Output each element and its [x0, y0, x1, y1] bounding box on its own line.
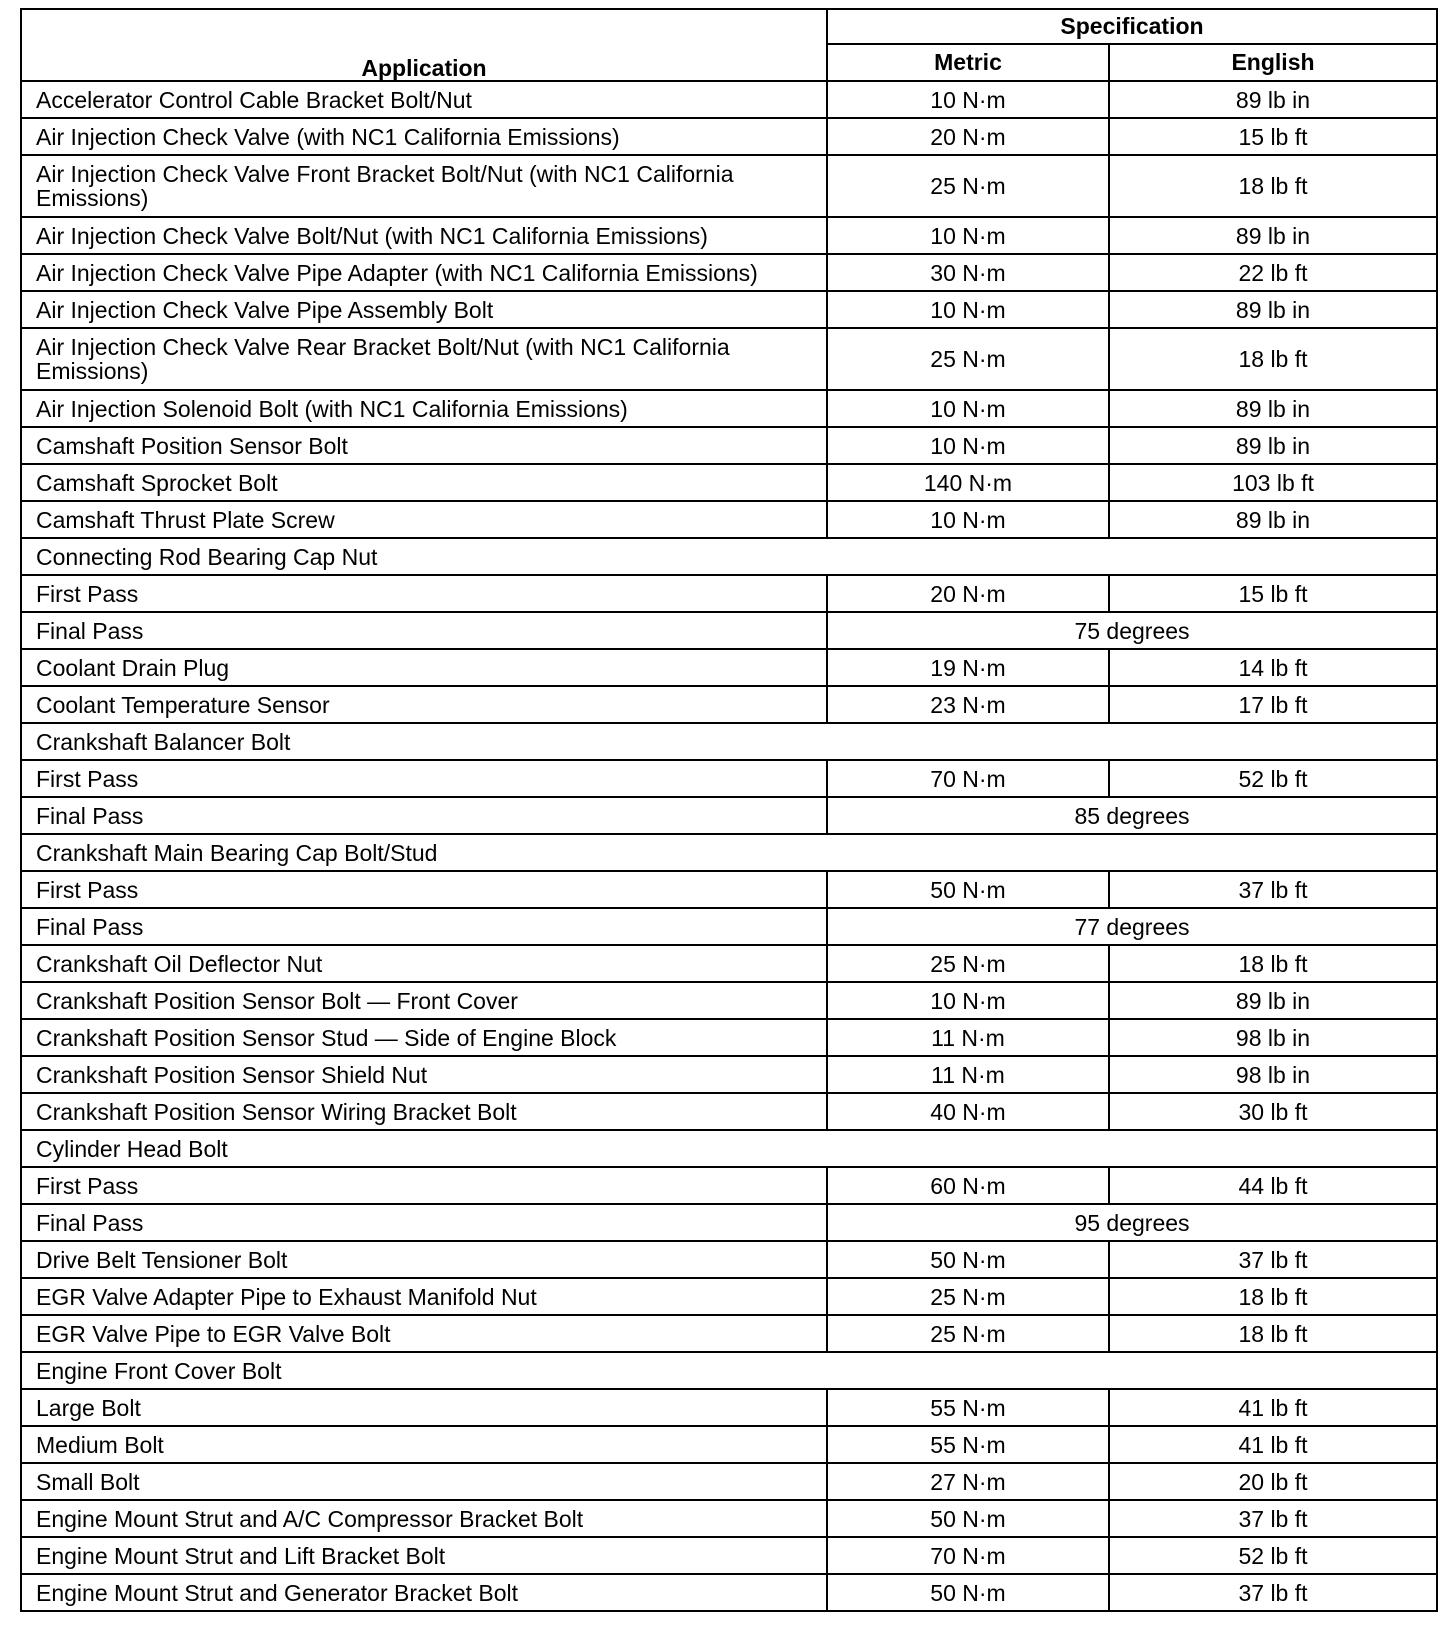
- table-row: [21, 649, 1437, 686]
- table-row: [21, 1537, 1437, 1574]
- table-row: [21, 908, 1437, 945]
- metric-cell: 10 N·m: [827, 390, 1109, 427]
- metric-cell: 10 N·m: [827, 81, 1109, 118]
- group-heading-cell: Crankshaft Balancer Bolt: [21, 723, 1437, 760]
- metric-cell: 10 N·m: [827, 217, 1109, 254]
- table-row: [21, 501, 1437, 538]
- group-heading-cell: Connecting Rod Bearing Cap Nut: [21, 538, 1437, 575]
- application-cell: Engine Mount Strut and Lift Bracket Bolt: [21, 1537, 827, 1574]
- english-cell: 98 lb in: [1109, 1056, 1437, 1093]
- english-cell: 52 lb ft: [1109, 1537, 1437, 1574]
- metric-cell: 55 N·m: [827, 1389, 1109, 1426]
- application-cell: First Pass: [21, 871, 827, 908]
- application-cell: Camshaft Sprocket Bolt: [21, 464, 827, 501]
- english-cell: 15 lb ft: [1109, 575, 1437, 612]
- header-metric: Metric: [827, 44, 1109, 81]
- table-row: [21, 1204, 1437, 1241]
- application-cell: Air Injection Check Valve Bolt/Nut (with NC1 California Emissions): [21, 217, 827, 254]
- table-row: [21, 686, 1437, 723]
- application-cell: First Pass: [21, 760, 827, 797]
- table-row: [21, 118, 1437, 155]
- application-cell: Air Injection Check Valve (with NC1 California Emissions): [21, 118, 827, 155]
- table-row: [21, 1500, 1437, 1537]
- application-cell: Small Bolt: [21, 1463, 827, 1500]
- table-row: [21, 1315, 1437, 1352]
- table-row: [21, 1056, 1437, 1093]
- english-cell: 37 lb ft: [1109, 1500, 1437, 1537]
- metric-cell: 19 N·m: [827, 649, 1109, 686]
- application-cell: Crankshaft Position Sensor Bolt — Front Cover: [21, 982, 827, 1019]
- metric-cell: 50 N·m: [827, 871, 1109, 908]
- metric-cell: 60 N·m: [827, 1167, 1109, 1204]
- english-cell: 89 lb in: [1109, 501, 1437, 538]
- application-cell: Medium Bolt: [21, 1426, 827, 1463]
- english-cell: 18 lb ft: [1109, 945, 1437, 982]
- table-row: [21, 1278, 1437, 1315]
- english-cell: 18 lb ft: [1109, 328, 1437, 390]
- application-cell: Coolant Drain Plug: [21, 649, 827, 686]
- group-heading-cell: Cylinder Head Bolt: [21, 1130, 1437, 1167]
- application-cell: Coolant Temperature Sensor: [21, 686, 827, 723]
- application-cell: Air Injection Check Valve Front Bracket Bolt/Nut (with NC1 California Emissions): [21, 155, 827, 217]
- application-cell: EGR Valve Pipe to EGR Valve Bolt: [21, 1315, 827, 1352]
- application-cell: Final Pass: [21, 908, 827, 945]
- group-heading-cell: Crankshaft Main Bearing Cap Bolt/Stud: [21, 834, 1437, 871]
- table-row: [21, 834, 1437, 871]
- english-cell: 18 lb ft: [1109, 1278, 1437, 1315]
- table-row: [21, 871, 1437, 908]
- english-cell: 17 lb ft: [1109, 686, 1437, 723]
- application-cell: Crankshaft Position Sensor Wiring Bracket Bolt: [21, 1093, 827, 1130]
- metric-cell: 10 N·m: [827, 982, 1109, 1019]
- application-cell: Camshaft Position Sensor Bolt: [21, 427, 827, 464]
- metric-cell: 20 N·m: [827, 575, 1109, 612]
- table-body: [21, 81, 1437, 1611]
- table-row: [21, 291, 1437, 328]
- application-cell: Crankshaft Position Sensor Shield Nut: [21, 1056, 827, 1093]
- table-row: [21, 254, 1437, 291]
- metric-cell: 55 N·m: [827, 1426, 1109, 1463]
- header-specification: Specification: [827, 9, 1437, 44]
- english-cell: 89 lb in: [1109, 291, 1437, 328]
- table-row: [21, 1019, 1437, 1056]
- table-row: [21, 1093, 1437, 1130]
- metric-cell: 10 N·m: [827, 501, 1109, 538]
- english-cell: 89 lb in: [1109, 81, 1437, 118]
- table-row: [21, 760, 1437, 797]
- application-cell: Crankshaft Oil Deflector Nut: [21, 945, 827, 982]
- english-cell: 103 lb ft: [1109, 464, 1437, 501]
- english-cell: 22 lb ft: [1109, 254, 1437, 291]
- application-cell: Large Bolt: [21, 1389, 827, 1426]
- english-cell: 20 lb ft: [1109, 1463, 1437, 1500]
- table-row: [21, 81, 1437, 118]
- english-cell: 98 lb in: [1109, 1019, 1437, 1056]
- metric-cell: 25 N·m: [827, 1278, 1109, 1315]
- application-cell: Drive Belt Tensioner Bolt: [21, 1241, 827, 1278]
- angle-spec-cell: 75 degrees: [827, 612, 1437, 649]
- table-row: [21, 1574, 1437, 1611]
- metric-cell: 11 N·m: [827, 1019, 1109, 1056]
- metric-cell: 10 N·m: [827, 427, 1109, 464]
- english-cell: 18 lb ft: [1109, 1315, 1437, 1352]
- header-english: English: [1109, 44, 1437, 81]
- table-row: [21, 328, 1437, 390]
- metric-cell: 70 N·m: [827, 760, 1109, 797]
- application-cell: Crankshaft Position Sensor Stud — Side of Engine Block: [21, 1019, 827, 1056]
- application-cell: Air Injection Check Valve Pipe Assembly Bolt: [21, 291, 827, 328]
- metric-cell: 25 N·m: [827, 1315, 1109, 1352]
- table-row: [21, 538, 1437, 575]
- header-application: Application: [21, 9, 827, 81]
- english-cell: 89 lb in: [1109, 390, 1437, 427]
- application-cell: Camshaft Thrust Plate Screw: [21, 501, 827, 538]
- table-row: [21, 797, 1437, 834]
- group-heading-cell: Engine Front Cover Bolt: [21, 1352, 1437, 1389]
- torque-spec-sheet: [20, 8, 1436, 1612]
- english-cell: 14 lb ft: [1109, 649, 1437, 686]
- application-cell: Final Pass: [21, 1204, 827, 1241]
- table-row: [21, 217, 1437, 254]
- metric-cell: 25 N·m: [827, 155, 1109, 217]
- application-cell: Final Pass: [21, 612, 827, 649]
- application-cell: EGR Valve Adapter Pipe to Exhaust Manifold Nut: [21, 1278, 827, 1315]
- table-row: [21, 464, 1437, 501]
- table-row: [21, 612, 1437, 649]
- table-row: [21, 1389, 1437, 1426]
- table-row: [21, 427, 1437, 464]
- table-row: [21, 945, 1437, 982]
- application-cell: Air Injection Check Valve Pipe Adapter (with NC1 California Emissions): [21, 254, 827, 291]
- application-cell: Final Pass: [21, 797, 827, 834]
- table-row: [21, 1241, 1437, 1278]
- table-row: [21, 575, 1437, 612]
- table-row: [21, 1352, 1437, 1389]
- english-cell: 15 lb ft: [1109, 118, 1437, 155]
- metric-cell: 50 N·m: [827, 1500, 1109, 1537]
- table-row: [21, 155, 1437, 217]
- english-cell: 37 lb ft: [1109, 1574, 1437, 1611]
- table-row: [21, 1167, 1437, 1204]
- english-cell: 44 lb ft: [1109, 1167, 1437, 1204]
- english-cell: 89 lb in: [1109, 982, 1437, 1019]
- application-cell: Engine Mount Strut and Generator Bracket Bolt: [21, 1574, 827, 1611]
- metric-cell: 50 N·m: [827, 1574, 1109, 1611]
- metric-cell: 20 N·m: [827, 118, 1109, 155]
- table-row: [21, 982, 1437, 1019]
- metric-cell: 50 N·m: [827, 1241, 1109, 1278]
- metric-cell: 140 N·m: [827, 464, 1109, 501]
- application-cell: Air Injection Check Valve Rear Bracket Bolt/Nut (with NC1 California Emissions): [21, 328, 827, 390]
- english-cell: 37 lb ft: [1109, 1241, 1437, 1278]
- english-cell: 41 lb ft: [1109, 1426, 1437, 1463]
- application-cell: Engine Mount Strut and A/C Compressor Bracket Bolt: [21, 1500, 827, 1537]
- application-cell: First Pass: [21, 575, 827, 612]
- metric-cell: 25 N·m: [827, 945, 1109, 982]
- metric-cell: 25 N·m: [827, 328, 1109, 390]
- metric-cell: 23 N·m: [827, 686, 1109, 723]
- metric-cell: 40 N·m: [827, 1093, 1109, 1130]
- table-row: [21, 390, 1437, 427]
- angle-spec-cell: 85 degrees: [827, 797, 1437, 834]
- english-cell: 89 lb in: [1109, 427, 1437, 464]
- english-cell: 41 lb ft: [1109, 1389, 1437, 1426]
- application-cell: Accelerator Control Cable Bracket Bolt/Nut: [21, 81, 827, 118]
- metric-cell: 10 N·m: [827, 291, 1109, 328]
- application-cell: First Pass: [21, 1167, 827, 1204]
- english-cell: 89 lb in: [1109, 217, 1437, 254]
- application-cell: Air Injection Solenoid Bolt (with NC1 California Emissions): [21, 390, 827, 427]
- table-row: [21, 723, 1437, 760]
- torque-spec-table: [20, 8, 1438, 1612]
- metric-cell: 30 N·m: [827, 254, 1109, 291]
- english-cell: 18 lb ft: [1109, 155, 1437, 217]
- english-cell: 37 lb ft: [1109, 871, 1437, 908]
- english-cell: 52 lb ft: [1109, 760, 1437, 797]
- table-row: [21, 1463, 1437, 1500]
- table-row: [21, 1426, 1437, 1463]
- angle-spec-cell: 77 degrees: [827, 908, 1437, 945]
- metric-cell: 11 N·m: [827, 1056, 1109, 1093]
- english-cell: 30 lb ft: [1109, 1093, 1437, 1130]
- metric-cell: 70 N·m: [827, 1537, 1109, 1574]
- metric-cell: 27 N·m: [827, 1463, 1109, 1500]
- table-row: [21, 1130, 1437, 1167]
- angle-spec-cell: 95 degrees: [827, 1204, 1437, 1241]
